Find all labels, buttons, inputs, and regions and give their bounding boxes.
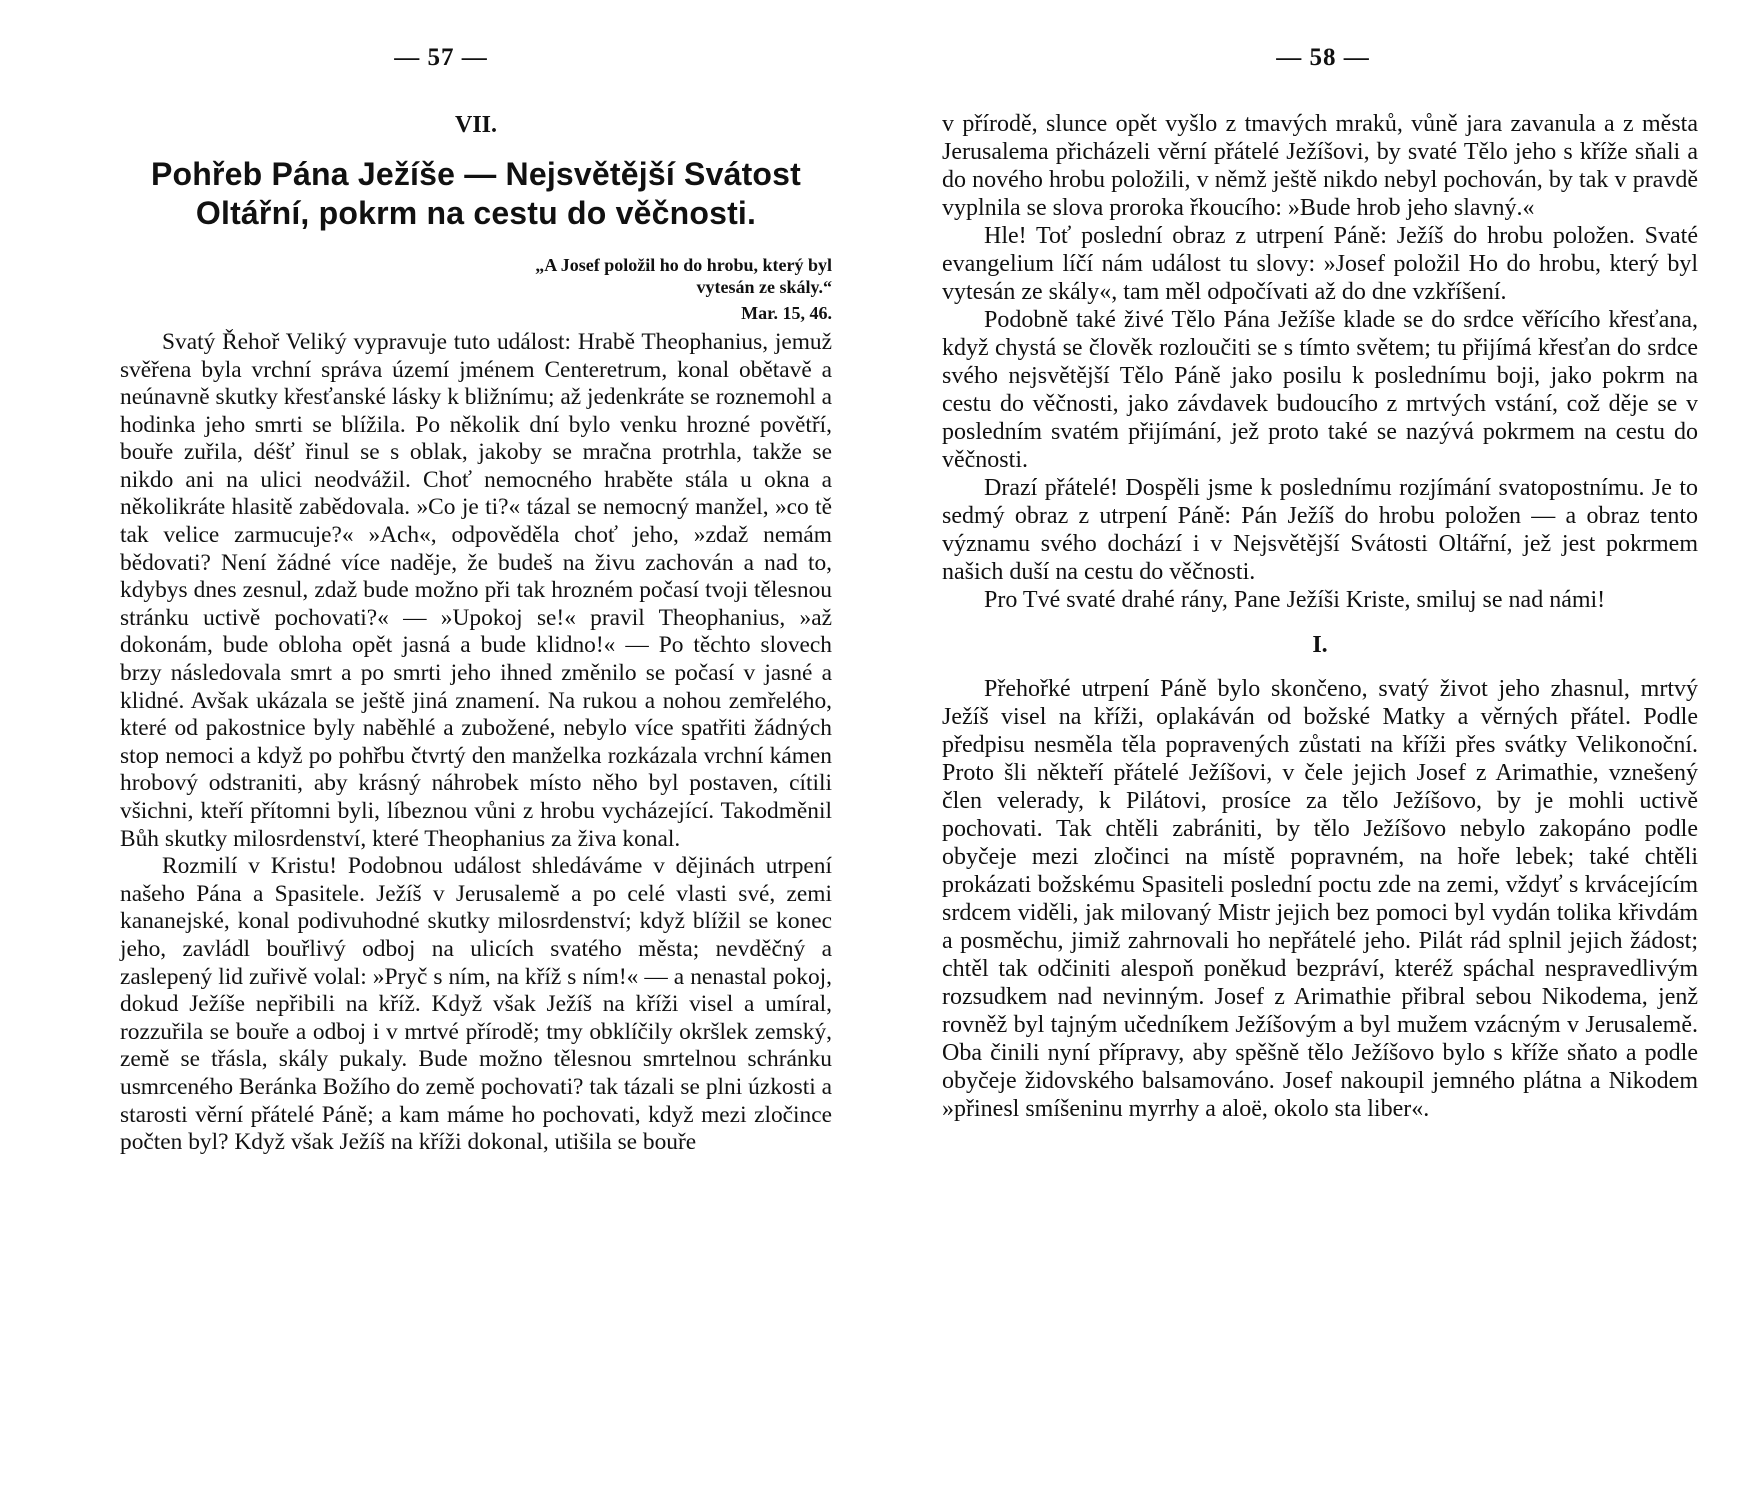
left-paragraph-2: Rozmilí v Kristu! Podobnou událost shledáváme v dějinách utrpení našeho Pána a Spasitele. Ježíš v Jerusalemě a po celé vlasti své, zemi kananejské, konal podivuhodné skutky milosrdenství; když blížil se konec jeho, zavládl bouřlivý odboj na ulicích svatého města; nevděčný a zaslepený lid zuřivě volal: »Pryč s ním, na kříž s ním!« — a nenastal pokoj, dokud Ježíše nepřibili na kříž. Když však Ježíš na kříži visel a umíral, rozzuřila se bouře a odboj i v mrtvé přírodě; tmy obklíčily okršlek zemský, země se třásla, skály pukaly. Bude možno tělesnou smrtelnou schránku usmrceného Beránka Božího do země pochovati? tak tázali se plni úzkosti a starosti věrní přátelé Páně; a kam máme ho pochovati, když mezi zločince počten byl? Když však Ježíš na kříži dokonal, utišila se bouře (120, 853, 832, 1156)
right-page-content (942, 110, 1698, 1123)
right-paragraph-4: Drazí přátelé! Dospěli jsme k poslednímu rozjímání svatopostnímu. Je to sedmý obraz z utrpení Páně: Pán Ježíš do hrobu položen — a obraz tento významu svého dochází i v Nejsvětější Svátosti Oltářní, jež jest pokrmem našich duší na cestu do věčnosti. (942, 475, 1698, 585)
page-number-57: — 57 — (394, 44, 488, 71)
chapter-title: Pohřeb Pána Ježíše — Nejsvětější Svátost Oltářní, pokrm na cestu do věčnosti. (150, 156, 802, 232)
chapter-number: VII. (454, 112, 497, 138)
left-page-content (120, 112, 832, 1157)
right-paragraph-1: v přírodě, slunce opět vyšlo z tmavých mraků, vůně jara zavanula a z města Jerusalema přicházeli věrní přátelé Ježíšovi, by svaté Tělo jeho s kříže sňali a do nového hrobu položili, v němž ještě nikdo nebyl pochován, by tak v pravdě vyplnila se slova proroka řkoucího: »Bude hrob jeho slavný.« (942, 111, 1698, 221)
left-paragraph-1: Svatý Řehoř Veliký vypravuje tuto událost: Hrabě Theophanius, jemuž svěřena byla vrchní správa území jménem Centeretrum, konal obětavě a neúnavně skutky křesťanské lásky k bližnímu; až jedenkráte se roznemohl a hodinka jeho smrti se blížila. Po několik dní bylo venku hrozné povětří, bouře zuřila, déšť řinul se s oblak, jakoby se mračna protrhla, takže se nikdo ani na ulici neodvážil. Choť nemocného hraběte stála u okna a několikráte hlasitě zabědovala. »Co je ti?« tázal se nemocný manžel, »co tě tak velice zarmucuje?« »Ach«, odpověděla choť jeho, »zdaž nemám bědovati? Není žádné více naděje, že budeš na živu zachován a nad to, kdybys dnes zesnul, zdaž bude možno při tak hrozném počasí tvoji tělesnou stránku uctivě pochovati?« — »Upokoj se!« pravil Theophanius, »až dokonám, bude obloha opět jasná a bude klidno!« — Po těchto slovech brzy následovala smrt a po smrti jeho ihned změnilo se počasí v jasné a klidné. Avšak ukázala se ještě jiná znamení. Na rukou a nohou zemřelého, které od pakostnice byly naběhlé a zubožené, nebylo více spatřiti žádných stop nemoci a když po pohřbu čtvrtý den manželka rozkázala vrchní kámen hrobový odstraniti, aby krásný náhrobek místo něho byl postaven, cítili všichni, kteří přítomni byli, líbeznou vůni z hrobu vycházející. Takodměnil Bůh skutky milosrdenství, které Theophanius za živa konal. (120, 328, 832, 852)
right-paragraph-5: Pro Tvé svaté drahé rány, Pane Ježíši Kriste, smiluj se nad námi! (984, 587, 1606, 613)
right-paragraph-3: Podobně také živé Tělo Pána Ježíše klade se do srdce věřícího křesťana, když chystá se člověk rozloučiti se s tímto světem; tu přijímá křesťan do srdce svého nejsvětější Tělo Páně jako posilu k poslednímu boji, jako pokrm na cestu do věčnosti, jako závdavek budoucího z mrtvých vstání, což děje se v posledním svatém přijímání, jež proto také se nazývá pokrmem na cestu do věčnosti. (942, 307, 1698, 473)
section-paragraph-1: Přehořké utrpení Páně bylo skončeno, svatý život jeho zhasnul, mrtvý Ježíš visel na kříži, oplakáván od božské Matky a věrných přátel. Podle předpisu nesměla těla popravených zůstati na kříži přes svátky Velikonoční. Proto šli někteří přátelé Ježíšovi, v čele jejich Josef z Arimathie, vznešený člen velerady, k Pilátovi, prosíce za tělo Ježíšovo, by je mohli uctivě pochovati. Tak chtěli zabrániti, by tělo Ježíšovo nebylo zakopáno podle obyčeje mezi zločinci na místě popravném, na hoře lebek; také chtěli prokázati božskému Spasiteli poslední poctu zde na zemi, vždyť s krvácejícím srdcem viděli, jak milovaný Mistr jejich bez pomoci byl vydán tolika křivdám a posměchu, jimiž zahrnovali ho nepřátelé jeho. Pilát rád splnil jejich žádost; chtěl tak odčiniti alespoň poněkud bezpráví, kteréž spáchal nespravedlivým rozsudkem nad nevinným. Josef z Arimathie přibral sebou Nikodema, jenž rovněž byl tajným učedníkem Ježíšovým a byl mužem vzácným v Jerusalemě. Oba činili nyní přípravy, aby spěšně tělo Ježíšovo bylo s kříže sňato a podle obyčeje židovského balsamováno. Josef nakoupil jemného plátna a Nikodem »přinesl smíšeninu myrrhy a aloë, okolo sta liber«. (942, 676, 1698, 1122)
epigraph-quote: „A Josef položil ho do hrobu, který byl vytesán ze skály.“ (535, 255, 832, 298)
page-number-58: — 58 — (1276, 44, 1370, 71)
right-paragraph-2: Hle! Toť poslední obraz z utrpení Páně: Ježíš do hrobu položen. Svaté evangelium líčí nám událost tu slovy: »Josef položil Ho do hrobu, který byl vytesán ze skály«, tam měl odpočívati až do dne vzkříšení. (942, 223, 1698, 305)
section-number: I. (1312, 632, 1328, 658)
epigraph-reference: Mar. 15, 46. (741, 302, 832, 323)
right-page (882, 0, 1764, 1500)
epigraph (532, 255, 832, 325)
